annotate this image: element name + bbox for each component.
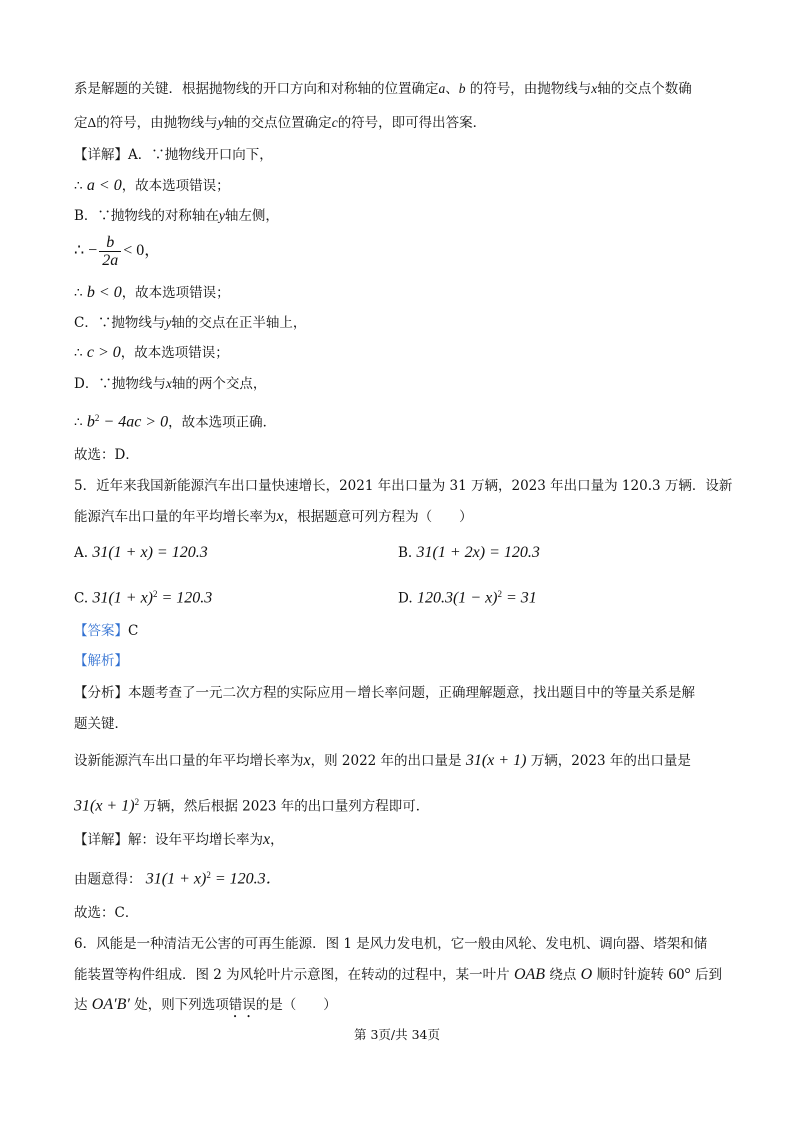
option-label: C. <box>74 590 89 607</box>
text-segment: 达 <box>74 997 92 1013</box>
option-d <box>398 584 537 609</box>
therefore-symbol: ∴ <box>74 285 87 301</box>
text-segment: 定 <box>74 115 88 131</box>
text-segment: 设新能源汽车出口量的年平均增长率为 <box>74 753 304 769</box>
text-segment: 系是解题的关键．根据抛物线的开口方向和对称轴的位置确定 <box>74 81 439 97</box>
text-segment: 万辆，然后根据 2023 年的出口量列方程即可． <box>139 798 430 815</box>
option-c <box>74 584 212 609</box>
text-line <box>74 113 486 133</box>
math-var: c <box>331 115 338 130</box>
therefore-symbol: ∴ <box>74 345 87 361</box>
math-var: x <box>591 81 598 96</box>
math-expression: = 120.3． <box>210 870 282 888</box>
option-equation: 31(1 + 2x) = 120.3 <box>416 544 540 561</box>
option-equation: = 120.3 <box>157 589 213 607</box>
option-equation: = 31 <box>502 589 537 607</box>
answer-line <box>74 621 138 641</box>
text-line <box>74 79 692 99</box>
text-segment: 后到 <box>690 967 723 983</box>
math-expression: 31(x + 1) <box>465 752 527 769</box>
text-line <box>74 507 473 527</box>
text-line <box>74 313 306 333</box>
math-var: a <box>438 81 446 96</box>
text-segment: 、 <box>445 81 459 97</box>
math-var: x <box>263 831 271 848</box>
text-segment: 的符号，由抛物线与 <box>465 81 592 97</box>
text-segment: 轴左侧， <box>224 208 279 224</box>
option-label: A. <box>74 545 89 561</box>
math-expression: 31(1 + x) <box>145 870 207 888</box>
text-line: 题关键． <box>74 716 128 732</box>
text-line <box>74 408 276 433</box>
math-var: y <box>217 115 224 130</box>
math-expression: a < 0 <box>86 177 122 194</box>
option-label: D. <box>398 590 413 607</box>
answer-label: 【答案】 <box>74 623 128 639</box>
math-var: O <box>580 966 593 983</box>
analysis-label: 【解析】 <box>74 653 128 669</box>
text-line <box>74 830 284 850</box>
text-line: 故选：C． <box>74 905 139 921</box>
math-expression: 60° <box>668 966 691 983</box>
math-exponent: 2 <box>153 589 158 599</box>
math-var: Δ <box>87 115 97 130</box>
text-segment: 能源汽车出口量的年平均增长率为 <box>74 509 277 525</box>
text-segment: 的符号，即可得出答案． <box>337 115 487 131</box>
text-segment: ， <box>270 832 284 848</box>
option-equation: 31(1 + x) = 120.3 <box>92 544 208 561</box>
text-segment: 处，则下列选项 <box>129 997 229 1013</box>
therefore-symbol: ∴ <box>74 178 87 194</box>
text-segment: 顺时针旋转 <box>592 967 669 983</box>
option-a <box>74 543 208 563</box>
text-segment: ，故本选项错误； <box>121 285 230 301</box>
text-segment: 轴的交点个数确 <box>597 81 692 97</box>
text-line <box>74 865 282 890</box>
text-segment: ，故本选项正确． <box>168 414 277 431</box>
text-line <box>74 343 229 363</box>
answer-value: C <box>128 623 139 639</box>
math-var: x <box>276 508 284 525</box>
emphasized-text: 错误 <box>228 997 256 1013</box>
math-var: OAB <box>513 966 546 983</box>
text-segment: 轴的交点位置确定 <box>223 115 332 131</box>
math-var: y <box>165 315 172 330</box>
math-var: b <box>458 81 466 96</box>
text-line <box>74 792 429 817</box>
text-segment: 的是（ ） <box>255 997 337 1013</box>
text-segment: D．∵抛物线与 <box>74 376 166 392</box>
option-b <box>398 543 540 563</box>
option-equation: 120.3(1 − x) <box>416 589 498 607</box>
question-5-stem: 5．近年来我国新能源汽车出口量快速增长，2021 年出口量为 31 万辆，2023 年出口量为 120.3 万辆．设新 <box>74 478 733 494</box>
fraction-denominator: 2a <box>102 252 119 269</box>
option-equation: 31(1 + x) <box>92 589 153 607</box>
text-segment: 轴的两个交点， <box>171 376 267 392</box>
math-expression: b < 0 <box>86 284 122 301</box>
text-line: 【详解】A．∵抛物线开口向下， <box>74 147 273 163</box>
text-segment: ，故本选项错误； <box>120 345 229 361</box>
text-segment: ，则 2022 年的出口量是 <box>310 753 466 769</box>
text-line: 故选：D． <box>74 447 139 463</box>
math-var: x <box>165 376 172 391</box>
therefore-symbol: ∴ <box>74 414 87 431</box>
math-expression: 31(x + 1) <box>74 797 135 815</box>
text-line: 【分析】本题考查了一元二次方程的实际应用－增长率问题，正确理解题意，找出题目中的等量关系是解 <box>74 685 695 701</box>
text-segment: ，根据题意可列方程为（ ） <box>283 509 473 525</box>
text-segment: 能装置等构件组成．图 2 为风轮叶片示意图，在转动的过程中，某一叶片 <box>74 967 514 983</box>
text-segment: 的符号，由抛物线与 <box>96 115 218 131</box>
text-segment: 轴的交点在正半轴上， <box>171 315 307 331</box>
text-segment: 由题意得： <box>74 871 146 888</box>
math-exponent: 2 <box>134 797 140 807</box>
text-line <box>74 374 266 394</box>
text-segment: B．∵抛物线的对称轴在 <box>74 208 219 224</box>
text-line <box>74 283 230 303</box>
text-segment: 绕点 <box>545 967 581 983</box>
math-expression: < 0， <box>123 242 161 259</box>
text-line <box>74 232 160 270</box>
text-segment: 万辆，2023 年的出口量是 <box>526 753 691 769</box>
text-line <box>74 995 337 1021</box>
math-expression: ∴ − <box>74 242 98 259</box>
math-var: y <box>218 208 225 223</box>
math-var: x <box>303 752 311 769</box>
math-var: b <box>86 413 95 431</box>
math-var: OA′B′ <box>91 996 130 1013</box>
math-expression: − 4ac > 0 <box>99 413 169 431</box>
math-exponent: 2 <box>497 589 502 599</box>
text-segment: C．∵抛物线与 <box>74 315 166 331</box>
math-exponent: 2 <box>94 413 100 423</box>
text-line <box>74 206 279 226</box>
text-line <box>74 965 722 985</box>
page-footer: 第 3页/共 34页 <box>353 1027 441 1042</box>
question-6-stem: 6．风能是一种清洁无公害的可再生能源．图 1 是风力发电机，它一般由风轮、发电机、调向器、塔架和储 <box>74 936 708 952</box>
text-segment: ，故本选项错误； <box>121 178 230 194</box>
option-label: B. <box>398 545 413 561</box>
text-line <box>74 176 230 196</box>
fraction <box>99 234 121 269</box>
text-line <box>74 751 691 771</box>
text-segment: 【详解】解：设年平均增长率为 <box>74 832 263 848</box>
math-exponent: 2 <box>206 870 211 880</box>
math-expression: c > 0 <box>86 344 121 361</box>
fraction-numerator: b <box>99 234 121 252</box>
